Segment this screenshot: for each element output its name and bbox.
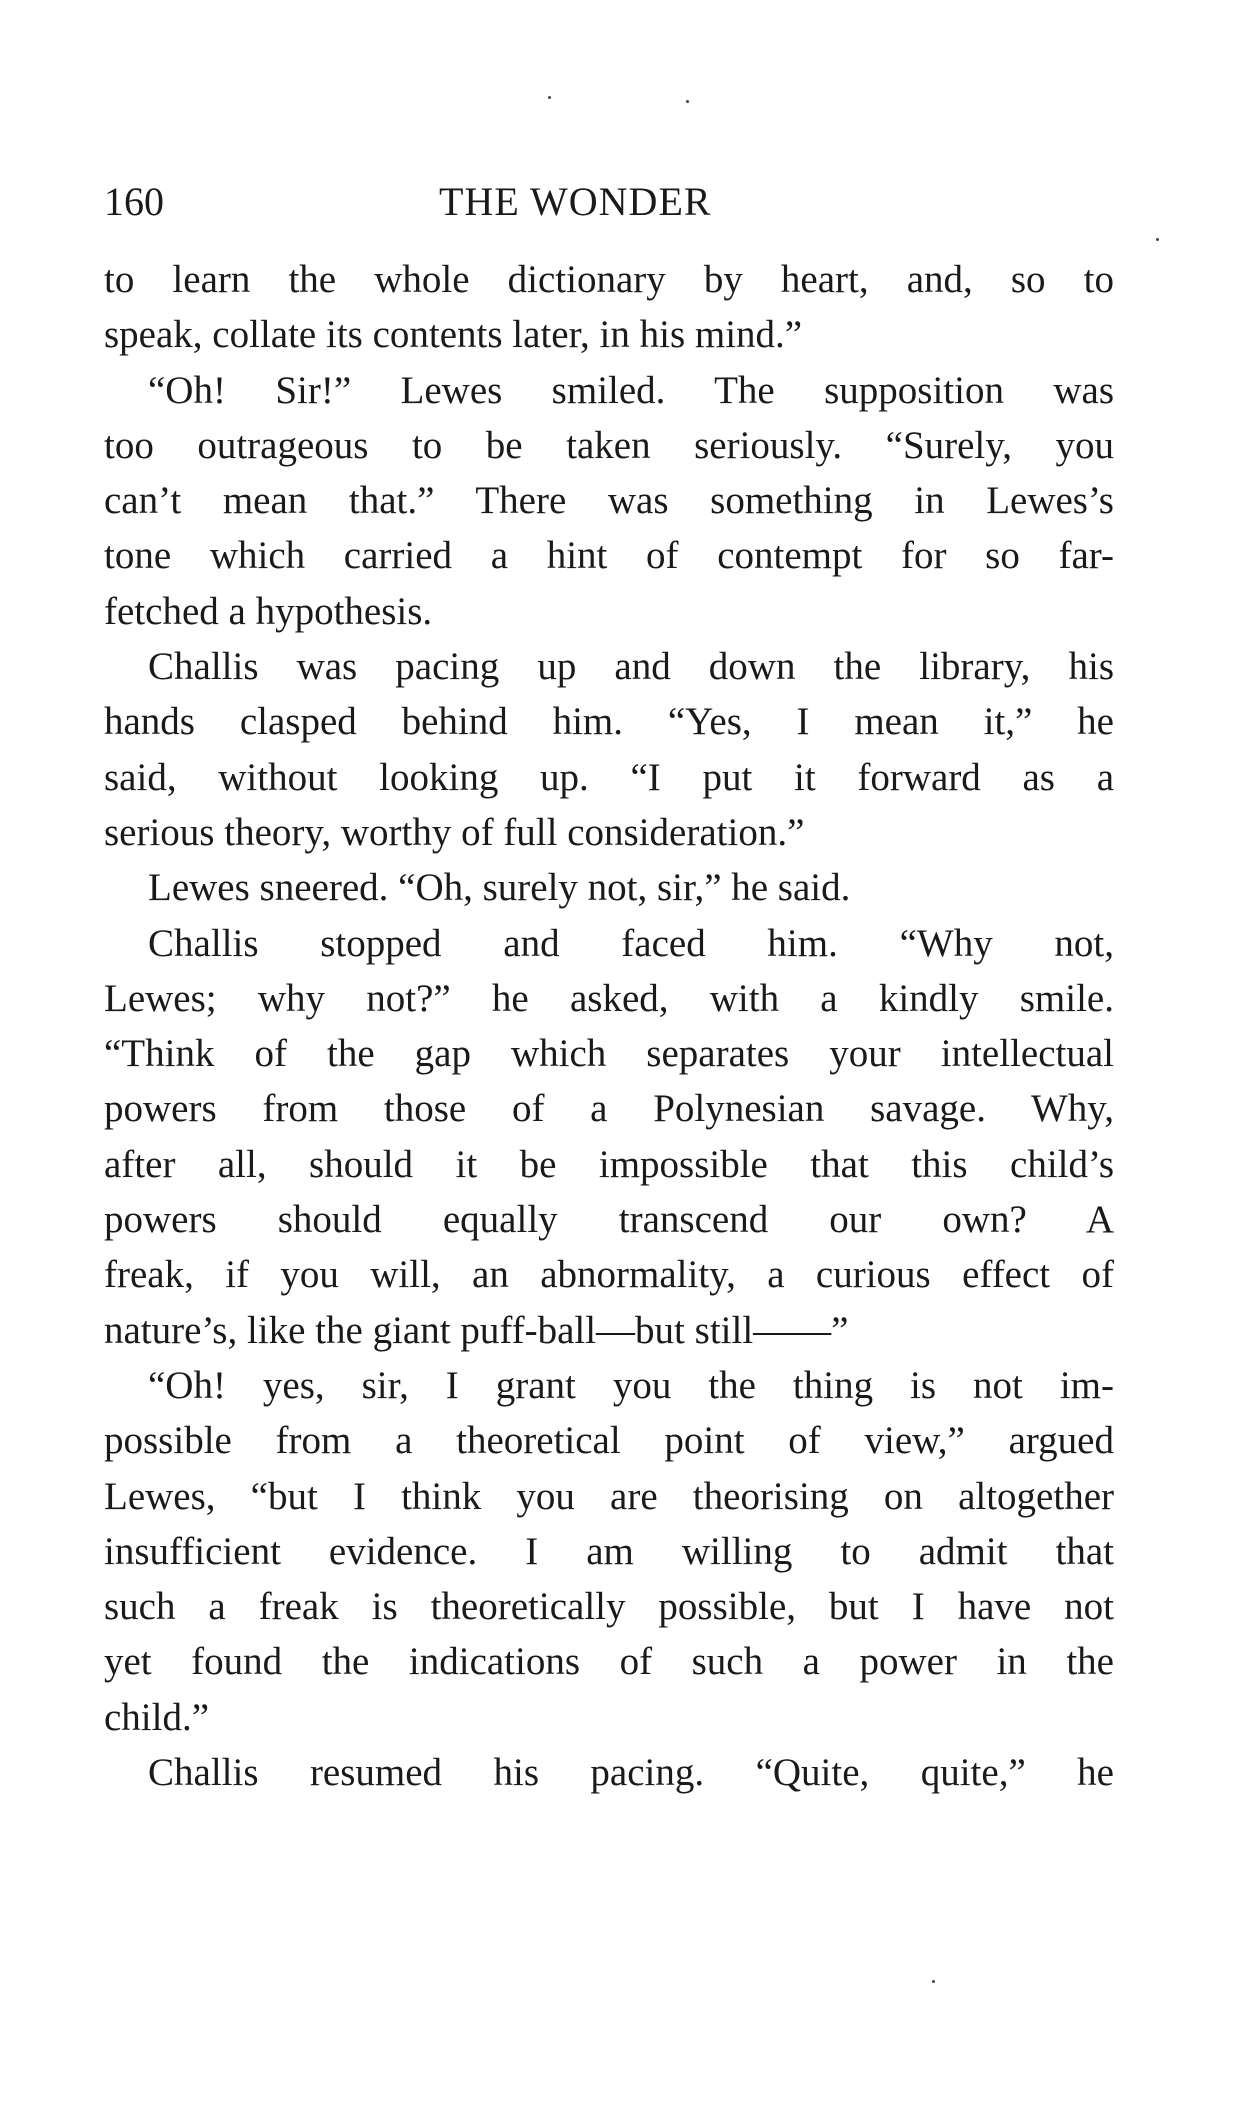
text-line: nature’s, like the giant puff-ball—but still——” bbox=[104, 1308, 849, 1352]
text-line: “Think of the gap which separates your intellectual bbox=[104, 1032, 1114, 1076]
text-line: child.” bbox=[104, 1695, 210, 1739]
text-line: fetched a hypothesis. bbox=[104, 589, 433, 633]
text-line: to learn the whole dictionary by heart, and, so to bbox=[104, 258, 1114, 301]
text-line: after all, should it be impossible that this child’s bbox=[104, 1142, 1114, 1186]
text-line: Lewes sneered. “Oh, surely not, sir,” he said. bbox=[148, 866, 851, 910]
running-head bbox=[104, 172, 1114, 232]
text-line: hands clasped behind him. “Yes, I mean it,” he bbox=[104, 700, 1114, 744]
ink-speck bbox=[932, 1980, 935, 1983]
text-line: Challis was pacing up and down the library, his bbox=[148, 645, 1114, 689]
body-text bbox=[104, 252, 1114, 1800]
text-line: serious theory, worthy of full consideration.” bbox=[104, 810, 805, 854]
text-line: too outrageous to be taken seriously. “Surely, you bbox=[104, 423, 1114, 467]
text-line: freak, if you will, an abnormality, a curious effect of bbox=[104, 1253, 1114, 1297]
text-line: insufficient evidence. I am willing to admit that bbox=[104, 1529, 1114, 1573]
text-line: said, without looking up. “I put it forward as a bbox=[104, 755, 1114, 799]
ink-speck bbox=[686, 100, 689, 103]
text-line: Lewes; why not?” he asked, with a kindly smile. bbox=[104, 976, 1114, 1020]
text-line: powers from those of a Polynesian savage. Why, bbox=[104, 1087, 1114, 1131]
text-line: tone which carried a hint of contempt for so far- bbox=[104, 534, 1114, 578]
text-line: can’t mean that.” There was something in Lewes’s bbox=[104, 479, 1114, 523]
text-line: Challis resumed his pacing. “Quite, quite,” he bbox=[148, 1751, 1114, 1795]
text-line: speak, collate its contents later, in his mind.” bbox=[104, 313, 803, 357]
ink-speck bbox=[1156, 238, 1159, 241]
text-line: “Oh! Sir!” Lewes smiled. The supposition was bbox=[148, 368, 1114, 412]
text-line: such a freak is theoretically possible, but I have not bbox=[104, 1585, 1114, 1629]
text-line: possible from a theoretical point of view,” argued bbox=[104, 1419, 1114, 1463]
running-title: THE WONDER bbox=[439, 179, 712, 224]
text-line: yet found the indications of such a power in the bbox=[104, 1640, 1114, 1684]
ink-speck bbox=[548, 96, 551, 99]
text-line: Lewes, “but I think you are theorising on altogether bbox=[104, 1474, 1114, 1518]
text-line: “Oh! yes, sir, I grant you the thing is not im- bbox=[148, 1363, 1114, 1407]
page-number: 160 bbox=[104, 179, 164, 224]
text-line: Challis stopped and faced him. “Why not, bbox=[148, 921, 1114, 965]
text-line: powers should equally transcend our own? A bbox=[104, 1198, 1114, 1242]
